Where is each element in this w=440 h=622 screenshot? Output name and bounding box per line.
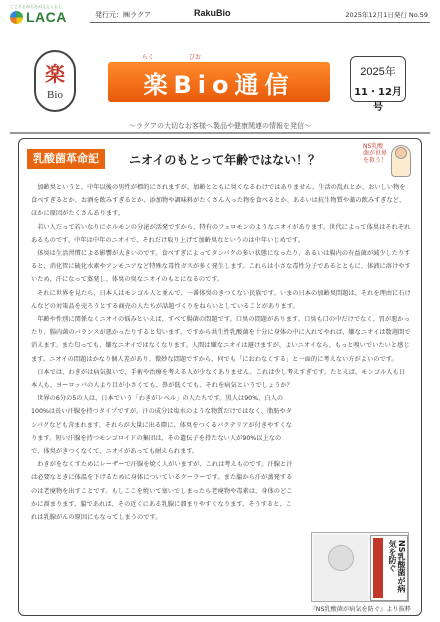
title-banner [108,62,330,102]
furigana-bio: びお [189,54,202,61]
section-tag: 乳酸菌革命記 [27,149,105,169]
paragraph: それに世界を見たら、日本人はモンゴル人と並んで、一番体臭のきつくない民族です。いまの日本の加齢臭問題は、それを理由に石けんなどの対策品を売ろうとする商売の人たちが話題づくりをねらいとしていることがあります。 [31,289,411,310]
laca-logo-mark-icon [10,11,23,24]
book-band-icon [373,538,383,598]
book-image [311,532,409,602]
masthead [0,44,440,114]
article-body [31,181,411,524]
newsletter-title: 楽Bio通信 [143,70,295,99]
tagline: ～ラクアの大切なお客様へ製品や健康関連の情報を発信～ [129,122,311,130]
raku-bio-badge [34,50,76,112]
furigana-raku: らく [142,54,155,61]
mascot-label: NS乳酸菌が世界を救う！ [363,143,388,164]
article-title: ニオイのもとって年齢ではない！？ [129,153,321,167]
mascot-illustration [363,143,411,179]
issue-box [350,56,406,113]
publisher-label: 発行元：㈱ラクア [95,11,151,19]
header-divider [90,22,430,23]
issue-info: 2025年12月1日発行 No.59 [345,11,428,19]
issue-month: 11・12月号 [354,87,402,113]
paragraph: 加齢臭というと、中年以後の男性が標的にされますが、加齢とともに臭くなるわけではありません。生活の乱れとか、おいしい物を食べすぎるとか、お酒を飲みすぎるとか、添加物や調味料がたくさん入った物を食べるとか、あるいは抗生物質や薬の飲みすぎなど、ほかに原因がたくさんあります。 [31,184,406,218]
mascot-head-icon [395,147,407,159]
article-card [18,138,422,616]
laca-logo [10,4,70,26]
paragraph: 体臭は生活習慣による影響が大きいのです。食べすぎによってタンパクの多い状態になったり、あるいは腸内の有益菌が減少したりすると、消化管に硫化水素やアンモニアなど特殊な毒性ガスが多く発生します。これらは小さな毒性分子であるとともに、体液に溶けやすいため、汗になって蒸発し、体臭の臭なニオイのもとになるのです。 [31,250,411,284]
paragraph: 日本では、わきがは病気扱いで、手術や治療を考える人が少なくありません。これは少し考えすぎです。たとえば、モンゴル人も日本人も、ヨーロッパの人より目が小さくても、鼻が低くても、それを病気というでしょうか？ [31,368,405,390]
masthead-small-title: RakuBio [194,8,231,18]
book-cover [370,535,408,601]
citation: 『NS乳酸菌が病気を防ぐ』より抜粋 [309,606,411,613]
logo-tagline: こころとからだのええくらし [10,4,62,9]
author-photo [314,535,368,601]
badge-kanji: 楽 [45,62,65,86]
top-header [0,0,440,44]
paragraph: 世界の6分の5の人は、日本でいう「わきがレベル」の人たちです。黒人は90%、白人の100%は長い汗腺を持つタイプですが、汗の成分は塩水のような物質だけではなく、脂肪やタンパクなども含まれます。それらが大量に出る際に、体臭をつくるバクテリアが付きやすくなります。短い汗腺を持つモンゴロイドの集団は、その遺伝子を持たない人が90%以上なので、体臭がきつくなくて、ニオイがあっても耐えられます。 [31,395,293,456]
issue-year: 2025年 [360,66,396,78]
badge-bio: Bio [47,89,63,101]
paragraph: 年齢や性別に関係なくニオイの悩みといえば、すべて腸菌の問題です。口臭の問題があります。口臭も口の中だけでなく、胃が悪かったり、腸内菌のバランスが悪かったりすると匂います。ですから共生性乳酸菌を十分に身体の中に入れてやれば、嫌なニオイは数週間で消えます。また匂っても、嫌なニオイではなくなります。人間は嫌なニオイは避けますが、よいニオイなら、もっと嗅いでいたいと感じます。ニオイの問題はかなり個人差があり、微妙な問題ですから、何でも「におわなくする」と一面的に考えない方がよいのです。 [31,316,411,363]
author-face-icon [328,545,354,571]
paragraph: わきがをなくすためにレーザーで汗腺を焼く人がいますが、これは考えものです。汗腺と汗は必要なときに体温を下げるために身体についているクーラーです。また脇から汗が蒸発するのは老廃物を出すことです。もしここを焼いて塞いでしまったら老廃物や毒素は、身体のどこかに溜まります。脇であれば、その近くにある乳腺に溜まりやすくなります。そうすると、これは乳腺がんの原因にもなってしまうのです。 [31,461,293,522]
book-title: NS乳酸菌が病気を防ぐ [388,540,406,593]
paragraph: 若い人だって若いなりにホルモンの分泌が活発ですから、特有のフェロモンのようなニオイがあります。世代によって体臭はそれぞれあるものです。中年は中年のニオイで、それだけ取り上げて加齢臭なというのは中年いじめです。 [31,223,411,244]
tagline-divider [10,132,430,134]
logo-text: LACA [26,9,67,25]
